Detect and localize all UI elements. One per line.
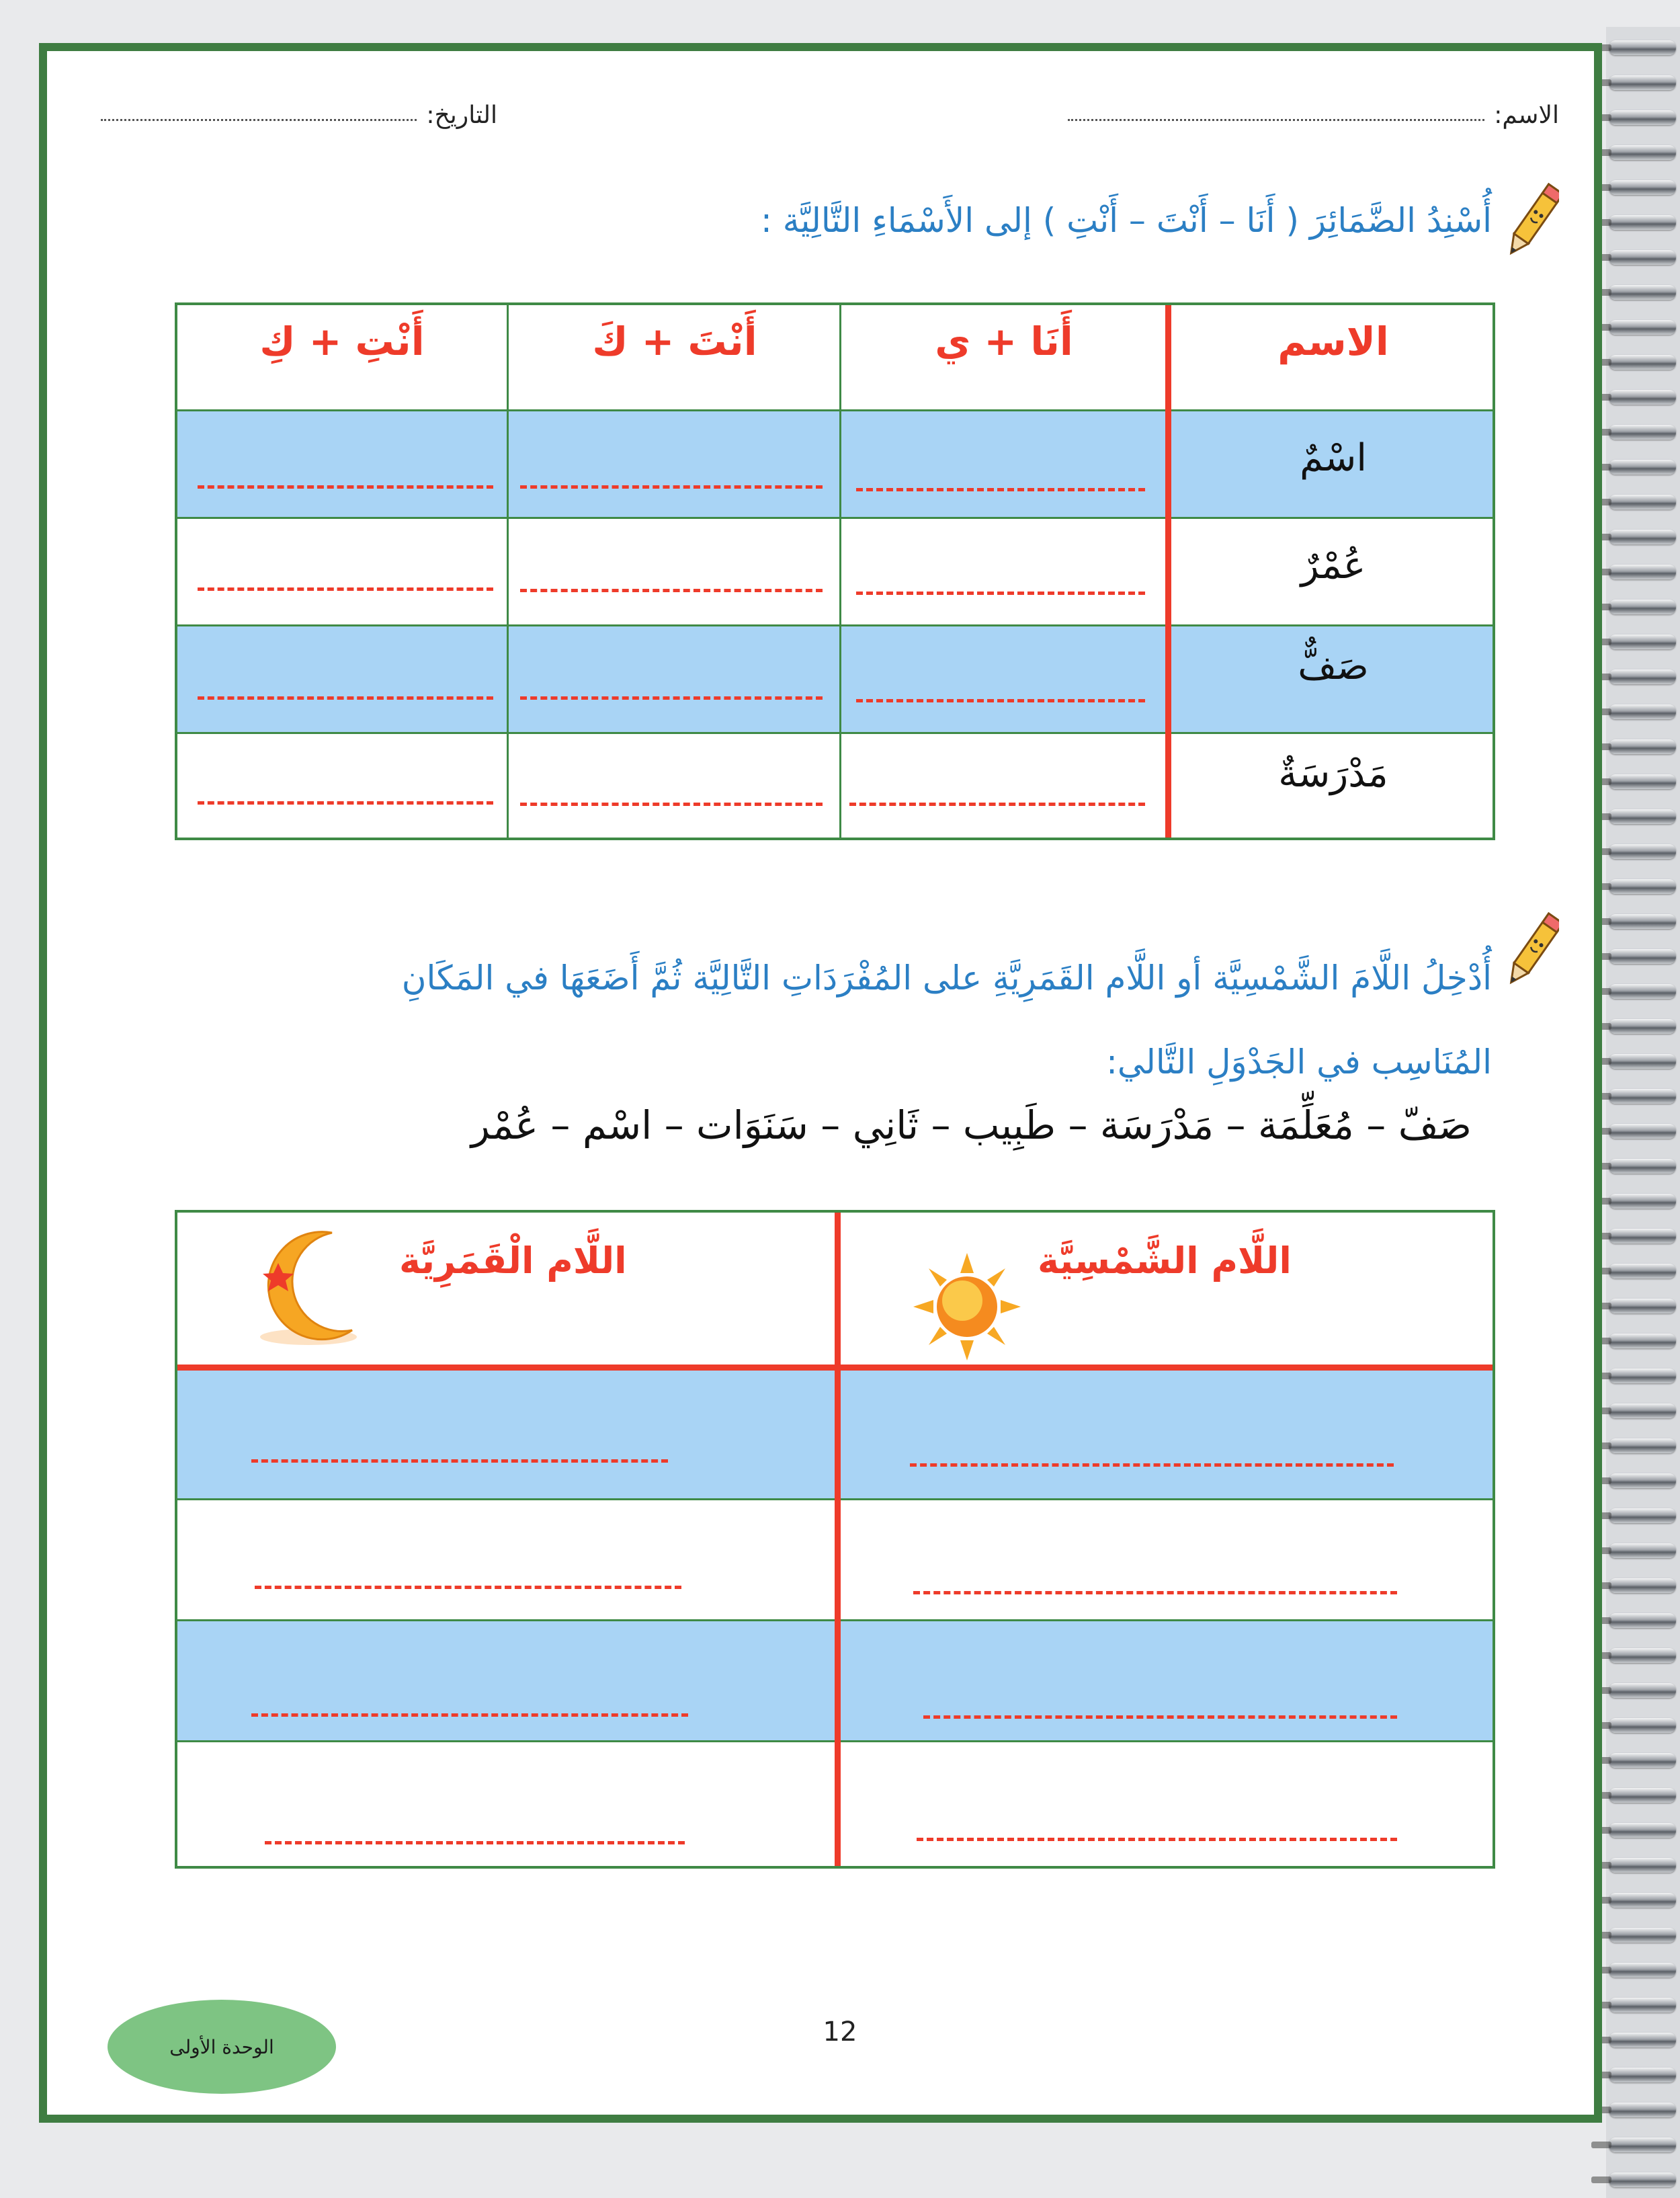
answer-line[interactable] bbox=[251, 1459, 668, 1463]
date-label: التاريخ: bbox=[426, 101, 497, 129]
name-field[interactable] bbox=[1048, 89, 1559, 129]
binding-coil bbox=[1609, 110, 1676, 125]
binding-coil bbox=[1609, 2033, 1676, 2047]
binding-coil bbox=[1609, 1648, 1676, 1663]
binding-coil bbox=[1609, 1473, 1676, 1488]
binding-coil bbox=[1609, 1928, 1676, 1943]
binding-coil bbox=[1609, 1858, 1676, 1873]
exercise2-instruction-line2: المُنَاسِب في الجَدْوَلِ التَّالي: bbox=[1106, 1043, 1492, 1082]
binding-coil bbox=[1609, 40, 1676, 55]
binding-coil bbox=[1609, 145, 1676, 160]
binding-coil bbox=[1609, 704, 1676, 719]
binding-coil bbox=[1609, 1159, 1676, 1174]
binding-coil bbox=[1609, 1998, 1676, 2012]
row-word: اسْمٌ bbox=[1300, 436, 1367, 480]
binding-coil bbox=[1609, 949, 1676, 964]
pencil-icon bbox=[1505, 904, 1559, 998]
name-label: الاسم: bbox=[1494, 101, 1559, 129]
binding-coil bbox=[1609, 355, 1676, 370]
column-header-shamsiyya: اللَّام الشَّمْسِيَّة bbox=[1038, 1239, 1292, 1282]
binding-coil bbox=[1609, 320, 1676, 335]
binding-coil bbox=[1609, 2068, 1676, 2082]
binding-coil bbox=[1609, 2103, 1676, 2117]
binding-coil bbox=[1609, 1578, 1676, 1593]
binding-coil bbox=[1609, 914, 1676, 929]
row-word: مَدْرَسَةٌ bbox=[1278, 752, 1388, 796]
answer-line[interactable] bbox=[198, 801, 493, 805]
binding-coil bbox=[1609, 1124, 1676, 1139]
unit-badge: الوحدة الأولى bbox=[108, 2000, 336, 2094]
binding-coil bbox=[1609, 1403, 1676, 1418]
binding-coil bbox=[1609, 635, 1676, 649]
column-header-anti: أَنْتِ + كِ bbox=[259, 319, 425, 364]
binding-coil bbox=[1609, 1299, 1676, 1313]
date-field[interactable] bbox=[81, 89, 497, 129]
name-dotted-line bbox=[1068, 118, 1484, 121]
answer-line[interactable] bbox=[520, 589, 823, 592]
column-divider bbox=[839, 305, 841, 838]
column-divider bbox=[835, 1213, 841, 1866]
pencil-icon bbox=[1505, 175, 1559, 269]
lam-table bbox=[175, 1210, 1495, 1869]
row-word: صَفٌّ bbox=[1298, 645, 1369, 688]
column-header-ana: أَنَا + ي bbox=[935, 319, 1073, 364]
column-header-name: الاسم bbox=[1277, 319, 1389, 364]
binding-coil bbox=[1609, 669, 1676, 684]
answer-line[interactable] bbox=[255, 1586, 681, 1589]
binding-coil bbox=[1609, 1508, 1676, 1523]
column-header-qamariyya: اللَّام الْقَمَرِيَّة bbox=[399, 1239, 627, 1282]
binding-coil bbox=[1609, 75, 1676, 90]
answer-line[interactable] bbox=[856, 488, 1145, 491]
column-header-anta: أَنْتَ + كَ bbox=[592, 319, 757, 364]
binding-coil bbox=[1609, 844, 1676, 859]
binding-coil bbox=[1609, 215, 1676, 230]
binding-coil bbox=[1609, 1054, 1676, 1069]
answer-line[interactable] bbox=[913, 1591, 1397, 1594]
binding-coil bbox=[1609, 1438, 1676, 1453]
binding-coil bbox=[1609, 1718, 1676, 1733]
binding-coil bbox=[1609, 1089, 1676, 1104]
binding-coil bbox=[1609, 1194, 1676, 1209]
binding-coil bbox=[1609, 739, 1676, 754]
binding-coil bbox=[1609, 1543, 1676, 1558]
exercise2-instruction-line1: أُدْخِلُ اللَّامَ الشَّمْسِيَّة أو اللَّام القَمَرِيَّةِ على المُفْرَدَاتِ التَّالِيَّة ثُمَّ أَضَعَهَا في المَكَانِ bbox=[401, 959, 1492, 998]
answer-line[interactable] bbox=[265, 1841, 685, 1844]
binding-coil bbox=[1609, 984, 1676, 999]
binding-coil bbox=[1609, 1963, 1676, 1978]
pronoun-table bbox=[175, 302, 1495, 840]
binding-coil bbox=[1609, 250, 1676, 265]
row-word: عُمْرٌ bbox=[1300, 544, 1366, 587]
crescent-moon-icon bbox=[251, 1223, 366, 1357]
binding-coil bbox=[1609, 285, 1676, 300]
binding-coil bbox=[1609, 1823, 1676, 1838]
binding-coil bbox=[1609, 390, 1676, 405]
binding-coil bbox=[1609, 1264, 1676, 1278]
binding-coil bbox=[1609, 1369, 1676, 1383]
binding-coil bbox=[1609, 809, 1676, 824]
binding-coil bbox=[1609, 1753, 1676, 1768]
binding-coil bbox=[1609, 2172, 1676, 2187]
sun-icon bbox=[910, 1250, 1024, 1364]
binding-coil bbox=[1609, 774, 1676, 789]
binding-coil bbox=[1609, 495, 1676, 510]
exercise1-instruction: أُسْنِدُ الضَّمَائِرَ ( أَنَا – أَنْتَ – أَنْتِ ) إلى الأَسْمَاءِ التَّالِيَّة : bbox=[760, 201, 1492, 240]
answer-line[interactable] bbox=[856, 699, 1145, 702]
binding-coil bbox=[1609, 1019, 1676, 1034]
word-list: صَفّ – مُعَلِّمَة – مَدْرَسَة – طَبِيب – ثَانِي – سَنَوَات – اسْم – عُمْر bbox=[470, 1102, 1472, 1148]
binding-coil bbox=[1609, 600, 1676, 614]
binding-coil bbox=[1609, 1893, 1676, 1908]
binding-coil bbox=[1609, 2138, 1676, 2152]
date-dotted-line bbox=[101, 118, 417, 121]
answer-line[interactable] bbox=[251, 1713, 688, 1717]
answer-line[interactable] bbox=[198, 485, 493, 489]
binding-coil bbox=[1609, 460, 1676, 475]
answer-line[interactable] bbox=[520, 485, 823, 489]
answer-line[interactable] bbox=[520, 803, 823, 806]
answer-line[interactable] bbox=[856, 592, 1145, 595]
binding-coil bbox=[1609, 1683, 1676, 1698]
binding-coil bbox=[1609, 530, 1676, 544]
binding-coil bbox=[1609, 1229, 1676, 1244]
binding-coil bbox=[1609, 1613, 1676, 1628]
answer-line[interactable] bbox=[910, 1463, 1394, 1467]
answer-line[interactable] bbox=[849, 803, 1145, 806]
spiral-binding bbox=[1606, 27, 1680, 2198]
column-divider bbox=[507, 305, 509, 838]
answer-line[interactable] bbox=[520, 696, 823, 700]
binding-coil bbox=[1609, 1788, 1676, 1803]
answer-line[interactable] bbox=[198, 587, 493, 591]
name-column-divider bbox=[1165, 305, 1171, 838]
binding-coil bbox=[1609, 1334, 1676, 1348]
binding-coil bbox=[1609, 879, 1676, 894]
binding-coil bbox=[1609, 180, 1676, 195]
binding-coil bbox=[1609, 565, 1676, 579]
page-number: 12 bbox=[823, 2017, 857, 2047]
answer-line[interactable] bbox=[923, 1715, 1397, 1719]
answer-line[interactable] bbox=[198, 696, 493, 700]
binding-coil bbox=[1609, 425, 1676, 440]
answer-line[interactable] bbox=[917, 1838, 1397, 1841]
